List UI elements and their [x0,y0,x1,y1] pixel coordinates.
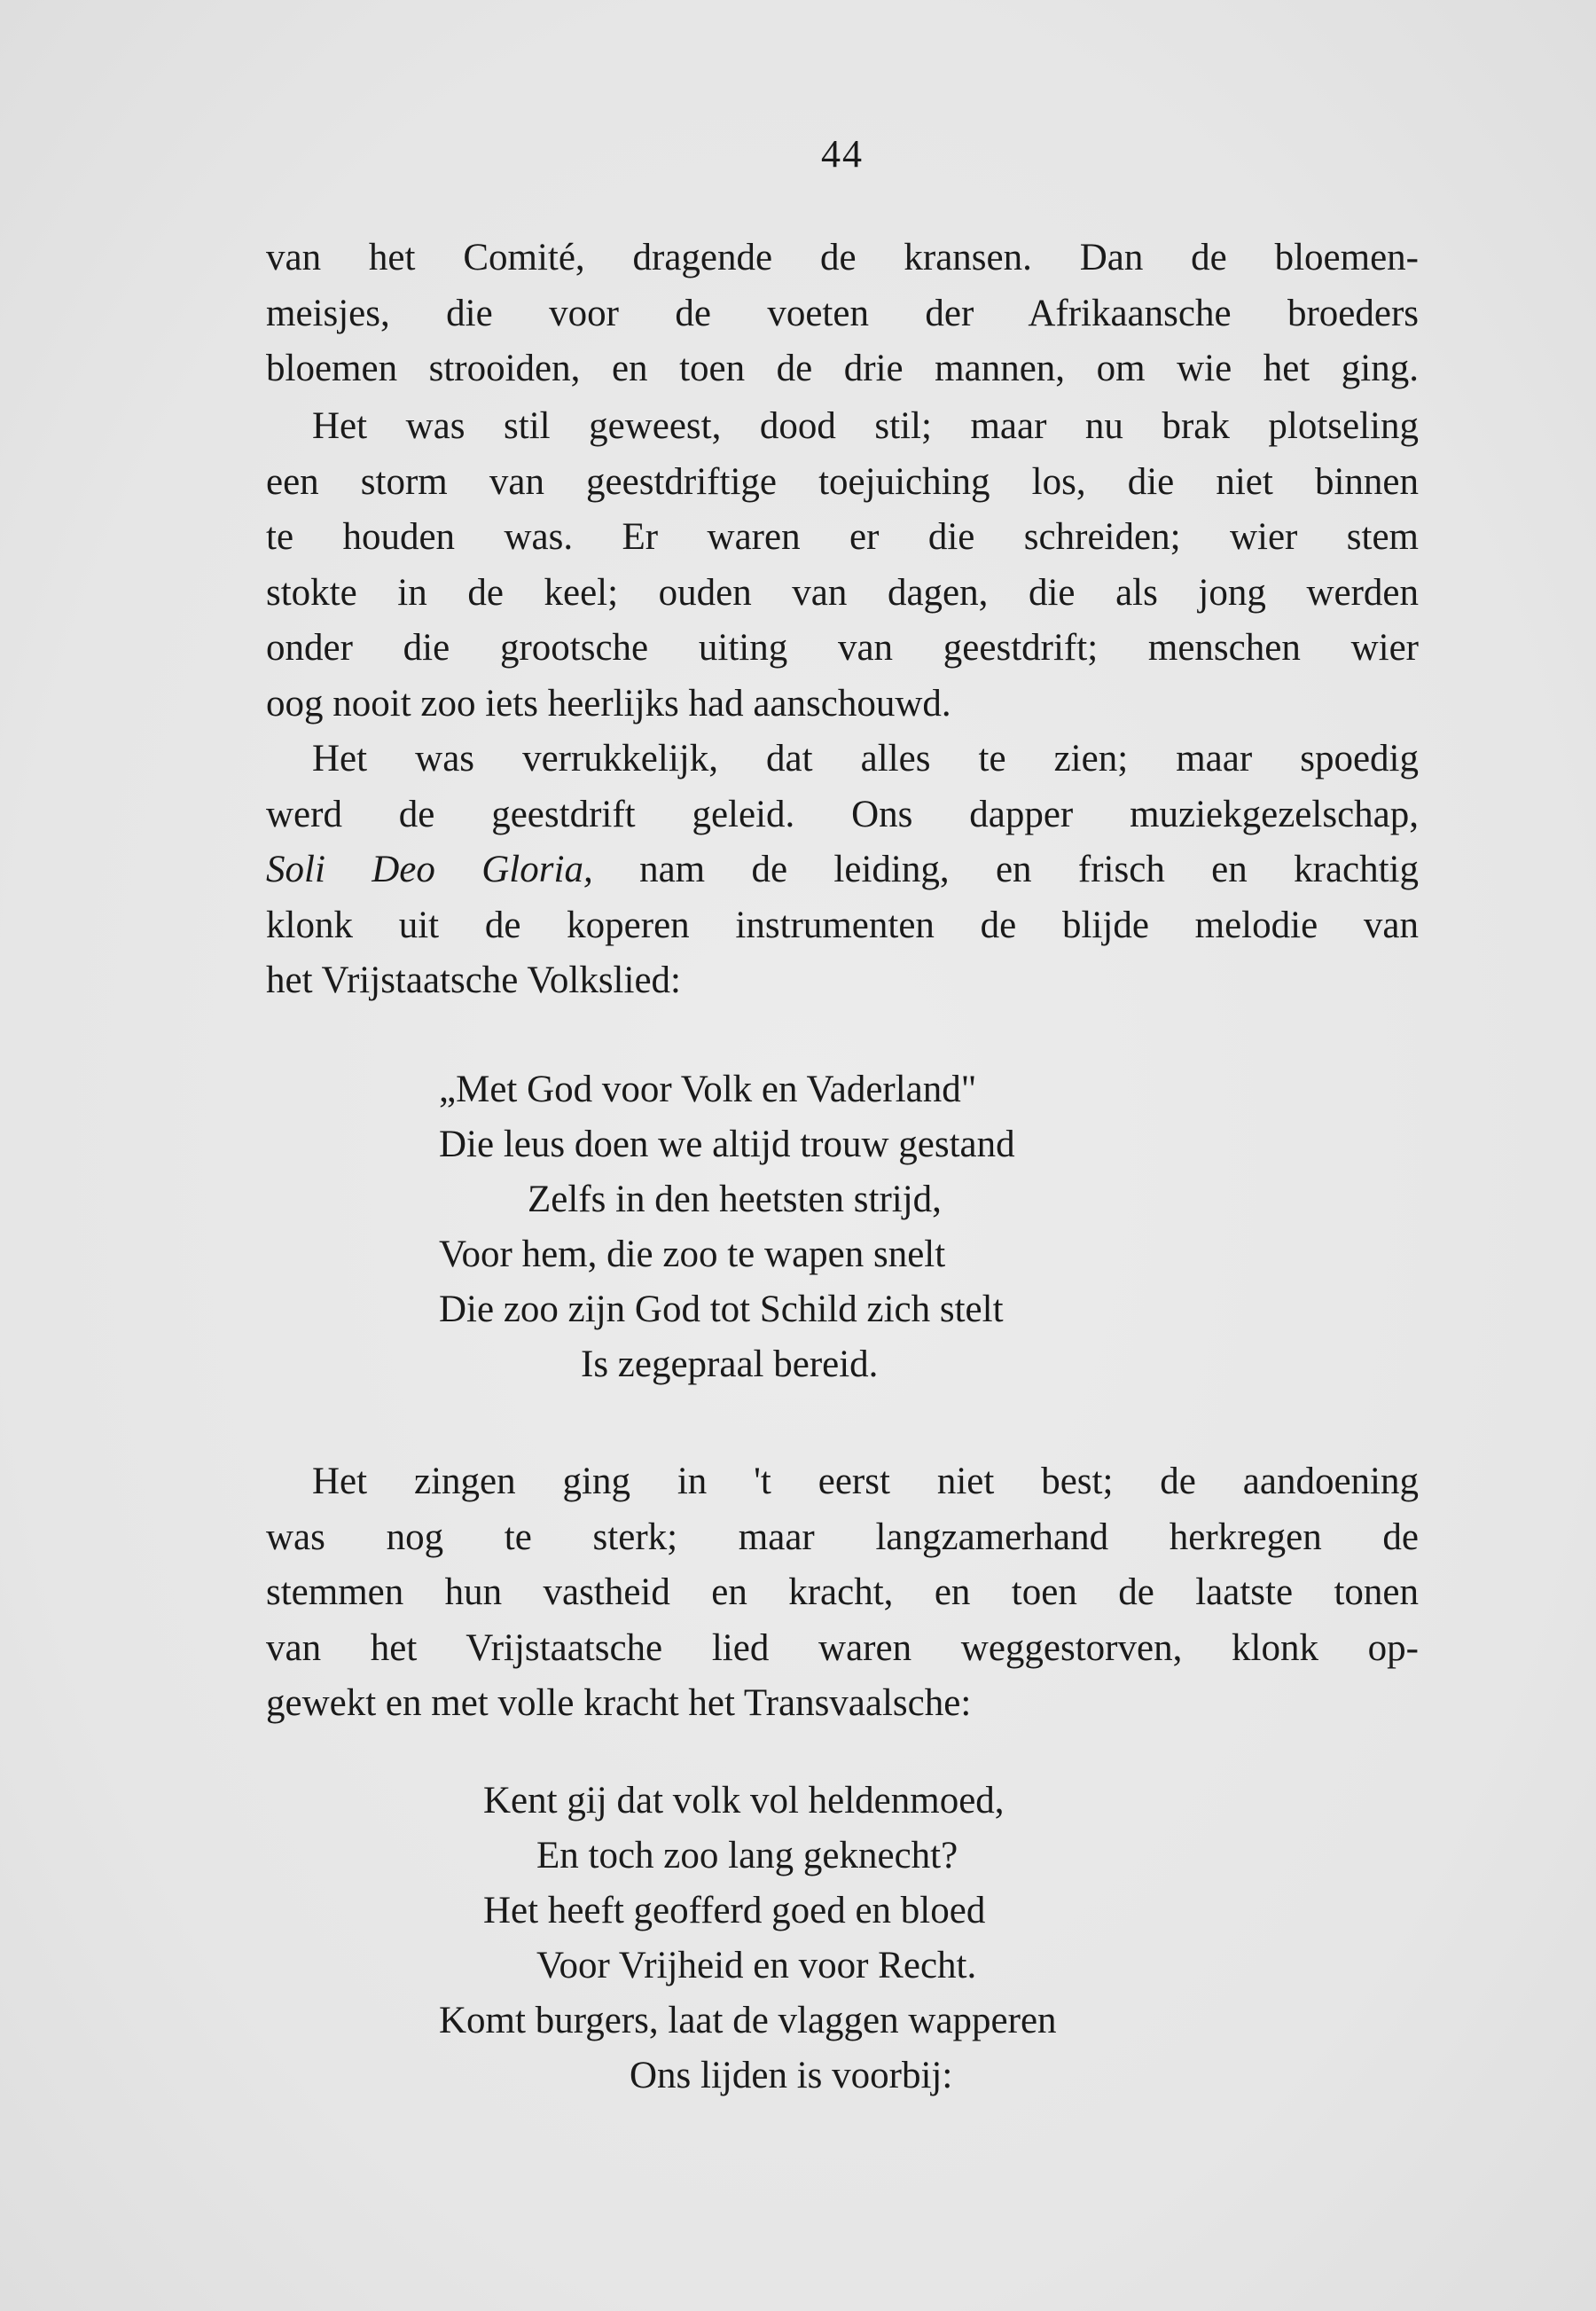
verse-line: Is zegepraal bereid. [581,1344,879,1385]
text-line: gewekt en met volle kracht het Transvaalsche: [266,1682,972,1724]
verse-line: Voor hem, die zoo te wapen snelt [439,1234,946,1275]
verse-transvaal-anthem [439,1774,1057,2103]
paragraph [266,399,1419,732]
verse-line: Die leus doen we altijd trouw gestand [439,1124,1015,1165]
text-line: Het was stil geweest, dood stil; maar nu brak plotseling [312,405,1419,447]
text-line: stokte in de keel; ouden van dagen, die als jong werden [266,571,1419,614]
text-line: te houden was. Er waren er die schreiden; wier stem [266,516,1419,558]
text-line: oog nooit zoo iets heerlijks had aanschouwd. [266,682,951,725]
verse-vrijstaat-anthem [439,1062,1015,1392]
verse-line: Komt burgers, laat de vlaggen wapperen [439,2000,1057,2041]
text-line: Het was verrukkelijk, dat alles te zien; maar spoedig [312,738,1419,779]
text-line: werd de geestdrift geleid. Ons dapper muziekgezelschap, [266,793,1419,835]
text-line: was nog te sterk; maar langzamerhand herkregen de [266,1516,1419,1558]
page-number: 44 [821,132,864,176]
italic-name: Soli Deo Gloria, [266,849,593,890]
text-line: van het Vrijstaatsche lied waren weggestorven, klonk op- [266,1626,1419,1669]
text-line: meisjes, die voor de voeten der Afrikaansche broeders [266,292,1419,334]
verse-line: Ons lijden is voorbij: [630,2055,953,2096]
verse-line: Voor Vrijheid en voor Recht. [536,1945,977,1986]
verse-line: „Met God voor Volk en Vaderland" [439,1069,977,1110]
text-fragment: nam de leiding, en frisch en krachtig [639,849,1420,890]
text-line: stemmen hun vastheid en kracht, en toen de laatste tonen [266,1571,1419,1613]
text-line: onder die grootsche uiting van geestdrift; menschen wier [266,627,1419,669]
paragraph [266,231,1419,397]
paragraph [266,1454,1419,1732]
text-line: van het Comité, dragende de kransen. Dan de bloemen- [266,237,1419,278]
text-line: bloemen strooiden, en toen de drie mannen, om wie het ging. [266,348,1419,389]
verse-line: Het heeft geofferd goed en bloed [483,1890,986,1931]
verse-line: Die zoo zijn God tot Schild zich stelt [439,1289,1004,1330]
text-line: klonk uit de koperen instrumenten de blijde melodie van [266,904,1419,946]
verse-line: En toch zoo lang geknecht? [536,1835,958,1876]
text-line: Het zingen ging in 't eerst niet best; de aandoening [312,1461,1419,1502]
text-line-with-italic [266,842,1419,898]
text-line: het Vrijstaatsche Volkslied: [266,960,681,1001]
verse-line: Kent gij dat volk vol heldenmoed, [483,1780,1005,1821]
text-line: een storm van geestdriftige toejuiching los, die niet binnen [266,460,1419,503]
verse-line: Zelfs in den heetsten strijd, [528,1179,942,1220]
paragraph [266,732,1419,1009]
